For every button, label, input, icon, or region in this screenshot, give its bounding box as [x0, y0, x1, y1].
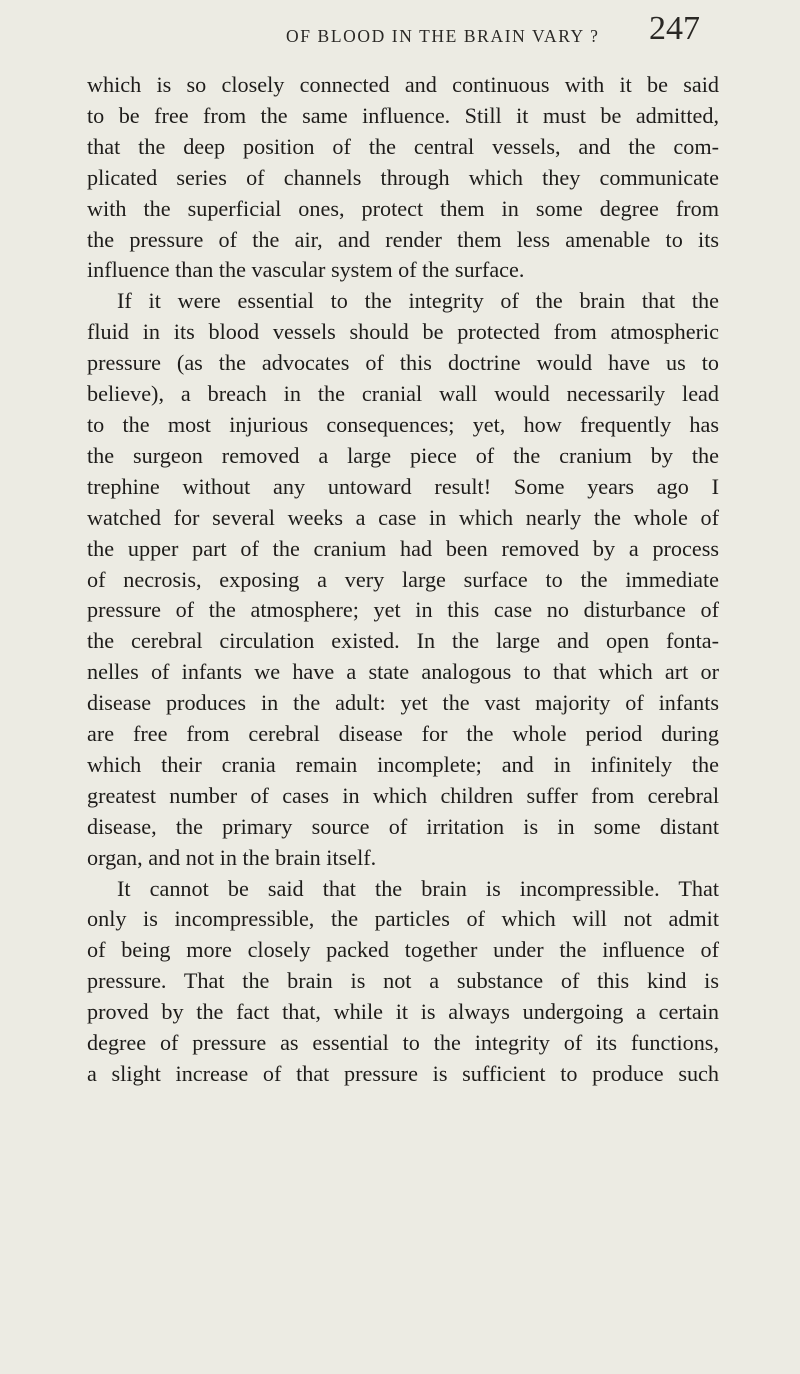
- text-line: with the superficial ones, protect them in some degree from: [87, 195, 719, 221]
- text-line: are free from cerebral disease for the whole period during: [87, 721, 719, 747]
- text-line: which is so closely connected and continuous with it be said: [87, 72, 719, 97]
- paragraph-3: [87, 874, 719, 1090]
- text-line: the pressure of the air, and render them less amenable to its: [87, 226, 719, 252]
- text-line: which their crania remain incomplete; and in infinitely the: [87, 751, 719, 777]
- text-line: It cannot be said that the brain is incompressible. That: [117, 875, 719, 901]
- text-line: to be free from the same influence. Still it must be admitted,: [87, 102, 719, 128]
- text-line: watched for several weeks a case in which nearly the whole of: [87, 504, 719, 530]
- text-line: degree of pressure as essential to the integrity of its functions,: [87, 1030, 719, 1056]
- text-line: If it were essential to the integrity of the brain that the: [117, 288, 719, 314]
- text-line: the upper part of the cranium had been removed by a process: [87, 535, 719, 561]
- text-line: a slight increase of that pressure is sufficient to produce such: [87, 1061, 719, 1086]
- text-line: believe), a breach in the cranial wall would necessarily lead: [87, 381, 719, 407]
- page-number: 247: [649, 10, 700, 47]
- text-line: disease, the primary source of irritation is in some distant: [87, 813, 719, 839]
- paragraph-2: [87, 286, 719, 873]
- text-line: greatest number of cases in which children suffer from cerebral: [87, 782, 719, 808]
- text-line: disease produces in the adult: yet the vast majority of infants: [87, 690, 719, 716]
- paragraph-1: [87, 70, 719, 286]
- text-line: pressure (as the advocates of this doctrine would have us to: [87, 350, 719, 376]
- text-line: that the deep position of the central vessels, and the com-: [87, 133, 719, 159]
- text-line: influence than the vascular system of the surface.: [87, 257, 525, 283]
- text-line: nelles of infants we have a state analogous to that which art or: [87, 659, 719, 685]
- text-line: pressure. That the brain is not a substance of this kind is: [87, 968, 719, 994]
- text-line: pressure of the atmosphere; yet in this case no disturbance of: [87, 597, 719, 623]
- text-line: of necrosis, exposing a very large surface to the immediate: [87, 566, 719, 592]
- running-head: OF BLOOD IN THE BRAIN VARY ?: [286, 26, 600, 46]
- body-text: [87, 70, 719, 1090]
- text-line: to the most injurious consequences; yet, how frequently has: [87, 411, 719, 437]
- text-line: the cerebral circulation existed. In the large and open fonta-: [87, 628, 719, 654]
- text-line: trephine without any untoward result! Some years ago I: [87, 473, 719, 499]
- text-line: proved by the fact that, while it is always undergoing a certain: [87, 999, 719, 1025]
- text-line: plicated series of channels through which they communicate: [87, 164, 719, 190]
- text-line: of being more closely packed together under the influence of: [87, 937, 719, 963]
- text-line: only is incompressible, the particles of which will not admit: [87, 906, 719, 932]
- text-line: fluid in its blood vessels should be protected from atmospheric: [87, 319, 719, 345]
- text-line: organ, and not in the brain itself.: [87, 844, 377, 870]
- text-line: the surgeon removed a large piece of the cranium by the: [87, 442, 719, 468]
